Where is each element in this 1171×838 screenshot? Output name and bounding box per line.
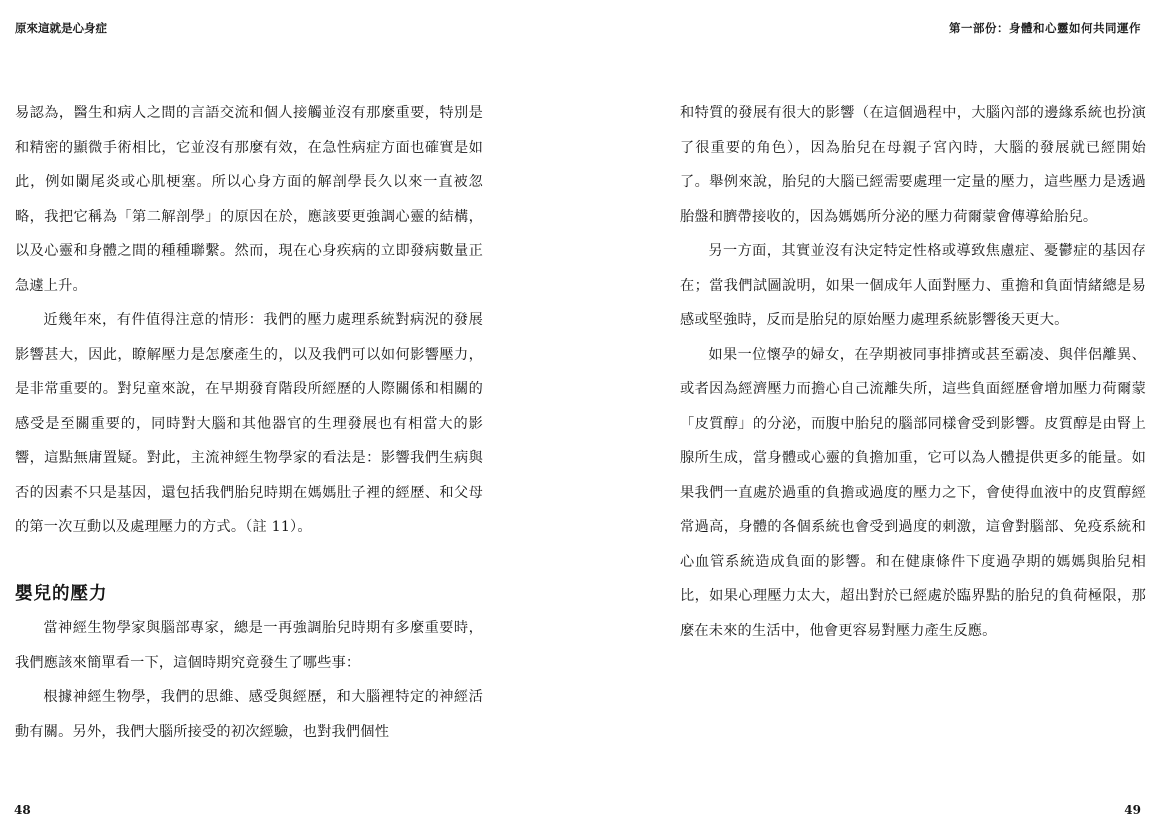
paragraph: 根據神經生物學，我們的思維、感受與經歷，和大腦裡特定的神經活動有關。另外，我們大腦所接受的初次經驗，也對我們個性 (15, 689, 483, 740)
paragraph: 當神經生物學家與腦部專家，總是一再強調胎兒時期有多麼重要時，我們應該來簡單看一下，這個時期究竟發生了哪些事： (15, 620, 483, 671)
section-gap (15, 545, 483, 567)
left-page-number: 48 (14, 803, 31, 817)
left-running-head: 原來這就是心身症 (15, 21, 107, 35)
right-page (585, 0, 1171, 838)
right-page-body (680, 96, 1146, 648)
paragraph: 近幾年來，有件值得注意的情形：我們的壓力處理系統對病況的發展影響甚大，因此，瞭解壓力是怎麼產生的，以及我們可以如何影響壓力，是非常重要的。對兒童來說，在早期發育階段所經歷的人際關係和相關的感受是至關重要的，同時對大腦和其他器官的生理發展也有相當大的影響，這點無庸置疑。對此，主流神經生物學家的看法是：影響我們生病與否的因素不只是基因，還包括我們胎兒時期在媽媽肚子裡的經歷、和父母的第一次互動以及處理壓力的方式。（註 11）。 (15, 312, 483, 535)
paragraph: 如果一位懷孕的婦女，在孕期被同事排擠或甚至霸凌、與伴侶離異、或者因為經濟壓力而擔心自己流離失所，這些負面經歷會增加壓力荷爾蒙「皮質醇」的分泌，而腹中胎兒的腦部同樣會受到影響。皮質醇是由腎上腺所生成，當身體或心靈的負擔加重，它可以為人體提供更多的能量。如果我們一直處於過重的負擔或過度的壓力之下，會使得血液中的皮質醇經常過高，身體的各個系統也會受到過度的刺激，這會對腦部、免疫系統和心血管系統造成負面的影響。和在健康條件下度過孕期的媽媽與胎兒相比，如果心理壓力太大，超出對於已經處於臨界點的胎兒的負荷極限，那麼在未來的生活中，他會更容易對壓力產生反應。 (680, 346, 1146, 639)
left-page-body (15, 96, 483, 749)
right-running-head: 第一部份：身體和心靈如何共同運作 (949, 21, 1141, 35)
paragraph: 易認為，醫生和病人之間的言語交流和個人接觸並沒有那麼重要，特別是和精密的顯微手術相比，它並沒有那麼有效，在急性病症方面也確實是如此，例如闌尾炎或心肌梗塞。所以心身方面的解剖學長久以來一直被忽略，我把它稱為「第二解剖學」的原因在於，應該要更強調心靈的結構，以及心靈和身體之間的種種聯繫。然而，現在心身疾病的立即發病數量正急遽上升。 (15, 105, 483, 294)
paragraph: 另一方面，其實並沒有決定特定性格或導致焦慮症、憂鬱症的基因存在；當我們試圖說明，如果一個成年人面對壓力、重擔和負面情緒總是易感或堅強時，反而是胎兒的原始壓力處理系統影響後天更大。 (680, 243, 1146, 328)
paragraph: 和特質的發展有很大的影響（在這個過程中，大腦內部的邊緣系統也扮演了很重要的角色），因為胎兒在母親子宮內時，大腦的發展就已經開始了。舉例來說，胎兒的大腦已經需要處理一定量的壓力，這些壓力是透過胎盤和臍帶接收的，因為媽媽所分泌的壓力荷爾蒙會傳導給胎兒。 (680, 105, 1146, 225)
right-page-number: 49 (1124, 803, 1141, 817)
section-heading: 嬰兒的壓力 (15, 583, 108, 604)
left-page (0, 0, 585, 838)
